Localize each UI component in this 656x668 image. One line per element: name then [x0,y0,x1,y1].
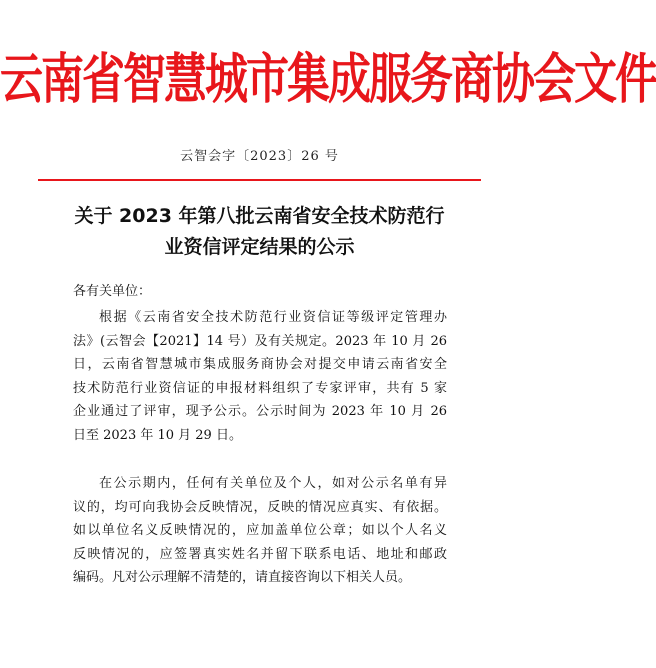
paragraph-line: 企业通过了评审，现予公示。公示时间为 2023 年 10 月 26 [73,404,447,419]
paragraph-line: 如以单位名义反映情况的，应加盖单位公章；如以个人名义 [73,523,447,538]
paragraph-2 [73,472,447,590]
paragraph-line: 法》(云智会【2021】14 号）及有关规定。2023 年 10 月 26 [73,333,447,349]
red-divider-line [38,179,481,181]
paragraph-line: 议的，均可向我协会反映情况，反映的情况应真实、有依据。 [73,499,447,515]
paragraph-1 [73,306,447,447]
paragraph-line: 反映情况的，应签署真实姓名并留下联系电话、地址和邮政 [73,546,447,562]
salutation: 各有关单位： [73,284,152,299]
paragraph-line: 根据《云南省安全技术防范行业资信证等级评定管理办 [99,310,447,325]
paragraph-line: 在公示期内，任何有关单位及个人，如对公示名单有异 [99,476,447,491]
paragraph-line: 日至 2023 年 10 月 29 日。 [73,427,242,443]
letterhead-title: 云南省智慧城市集成服务商协会文件 [0,48,656,112]
notice-title-line-2: 业资信评定结果的公示 [164,236,355,258]
notice-title-line-1: 关于 2023 年第八批云南省安全技术防范行 [74,205,445,227]
paragraph-line: 日，云南省智慧城市集成服务商协会对提交申请云南省安全 [73,357,447,372]
document-number: 云智会字〔2023〕26 号 [180,149,339,164]
paragraph-line: 编码。凡对公示理解不清楚的，请直接咨询以下相关人员。 [73,570,412,585]
notice-title [20,201,499,263]
paragraph-line: 技术防范行业资信证的申报材料组织了专家评审，共有 5 家 [73,380,447,396]
